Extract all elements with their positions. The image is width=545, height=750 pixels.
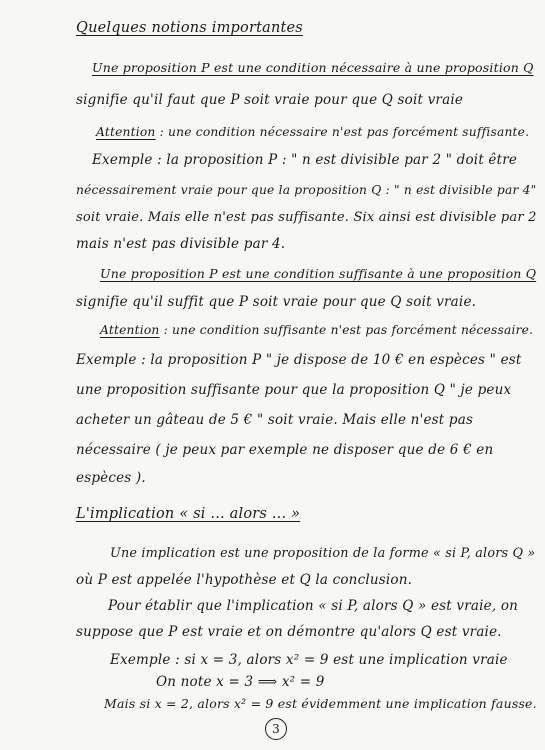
page-number: 3 — [265, 718, 287, 740]
necessary-example-line-4: mais n'est pas divisible par 4. — [76, 236, 286, 252]
sufficient-definition-line-1: Une proposition P est une condition suffisante à une proposition Q — [100, 266, 537, 281]
attention-label: Attention — [100, 323, 160, 337]
implication-paragraph-2-line-2: suppose que P est vraie et on démontre qu'alors Q est vraie. — [76, 624, 502, 640]
sufficient-example-line-1: Exemple : la proposition P " je dispose de 10 € en espèces " est — [76, 352, 522, 368]
necessary-example-line-1: Exemple : la proposition P : " n est divisible par 2 " doit être — [92, 152, 518, 168]
implication-paragraph-1-line-1: Une implication est une proposition de la forme « si P, alors Q » — [110, 546, 536, 561]
implication-example-line-1: Exemple : si x = 3, alors x² = 9 est une implication vraie — [110, 652, 508, 668]
implication-heading: L'implication « si ... alors ... » — [76, 506, 301, 522]
necessary-attention — [96, 124, 529, 140]
sufficient-example-line-3: acheter un gâteau de 5 € " soit vraie. Mais elle n'est pas — [76, 412, 474, 428]
sufficient-example-line-5: espèces ). — [76, 470, 146, 486]
implication-paragraph-1-line-2: où P est appelée l'hypothèse et Q la conclusion. — [76, 572, 413, 588]
attention-text: : une condition nécessaire n'est pas forcément suffisante. — [159, 125, 530, 139]
sufficient-example-line-2: une proposition suffisante pour que la proposition Q " je peux — [76, 382, 512, 398]
necessary-definition-line-1: Une proposition P est une condition nécessaire à une proposition Q — [92, 60, 534, 75]
implication-paragraph-2-line-1: Pour établir que l'implication « si P, alors Q » est vraie, on — [108, 598, 519, 614]
necessary-example-line-3: soit vraie. Mais elle n'est pas suffisante. Six ainsi est divisible par 2 — [76, 210, 537, 225]
implication-example-line-3: Mais si x = 2, alors x² = 9 est évidemment une implication fausse. — [104, 696, 537, 711]
implication-example-line-2: On note x = 3 ⟹ x² = 9 — [156, 674, 325, 690]
sufficient-example-line-4: nécessaire ( je peux par exemple ne disposer que de 6 € en — [76, 442, 494, 458]
sufficient-attention — [100, 322, 533, 338]
attention-text: : une condition suffisante n'est pas forcément nécessaire. — [163, 323, 534, 337]
page-heading: Quelques notions importantes — [76, 20, 303, 36]
necessary-definition-line-2: signifie qu'il faut que P soit vraie pour que Q soit vraie — [76, 92, 464, 108]
attention-label: Attention — [96, 125, 156, 139]
sufficient-definition-line-2: signifie qu'il suffit que P soit vraie pour que Q soit vraie. — [76, 294, 477, 310]
necessary-example-line-2: nécessairement vraie pour que la proposition Q : " n est divisible par 4" — [76, 183, 537, 197]
